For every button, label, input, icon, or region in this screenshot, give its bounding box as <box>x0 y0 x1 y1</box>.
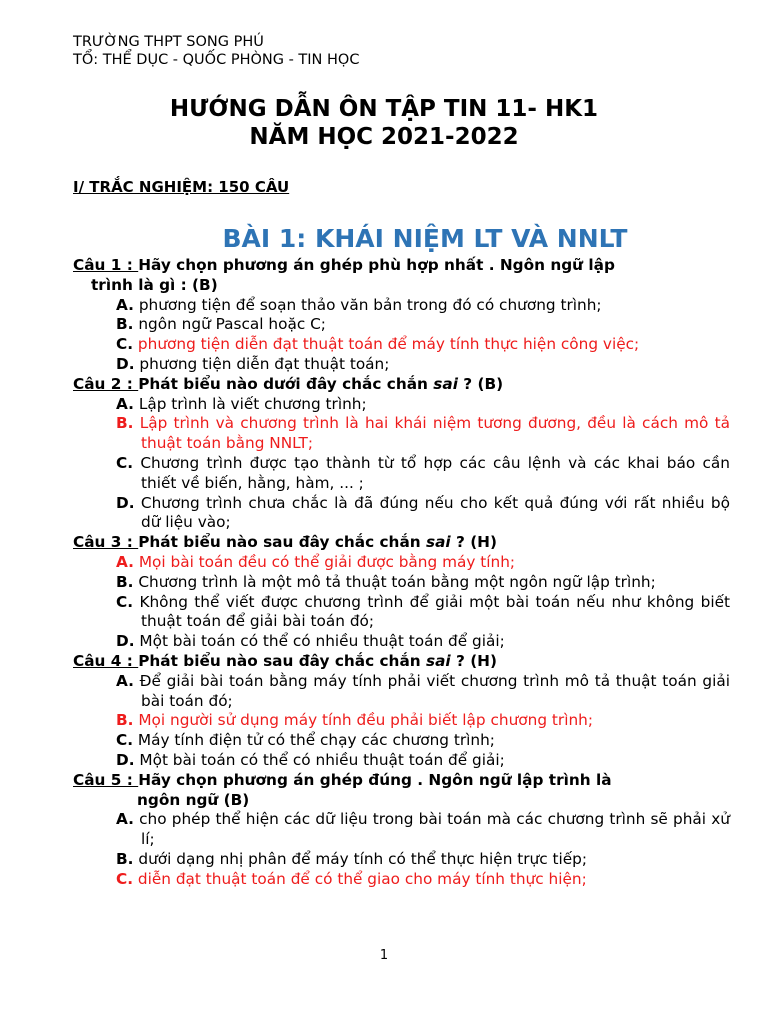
question-number: Câu 4 : <box>73 651 139 670</box>
option-d: D. Một bài toán có thể có nhiều thuật toán để giải; <box>116 632 505 651</box>
school-header <box>73 33 359 69</box>
question-text: Hãy chọn phương án ghép đúng . Ngôn ngữ lập trình là <box>138 770 612 789</box>
option-b-correct: B. Mọi người sử dụng máy tính đều phải biết lập chương trình; <box>116 711 593 730</box>
option-c: C. Không thể viết được chương trình để giải một bài toán nếu như không biết thuật toán để giải bài toán đó; <box>116 592 730 631</box>
question-1 <box>73 256 730 296</box>
option-a: A. phương tiện để soạn thảo văn bản trong đó có chương trình; <box>116 295 602 314</box>
option-c: C. Chương trình được tạo thành từ tổ hợp các câu lệnh và các khai báo cần thiết về biến, hằng, hàm, ... ; <box>116 453 730 492</box>
question-number: Câu 1 : <box>73 256 139 274</box>
question-number: Câu 2 : <box>73 374 139 393</box>
question-text: Hãy chọn phương án ghép phù hợp nhất . Ngôn ngữ lập <box>138 256 615 274</box>
question-list <box>73 256 730 890</box>
section-heading: I/ TRẮC NGHIỆM: 150 CÂU <box>73 178 290 196</box>
option-a-correct: A. Mọi bài toán đều có thể giải được bằng máy tính; <box>116 552 516 571</box>
question-5 <box>73 771 730 811</box>
option-d: D. Một bài toán có thể có nhiều thuật toán để giải; <box>116 750 505 769</box>
question-number: Câu 5 : <box>73 770 139 789</box>
option-c-correct: C. diễn đạt thuật toán để có thể giao cho máy tính thực hiện; <box>116 869 587 888</box>
option-d: D. phương tiện diễn đạt thuật toán; <box>116 354 390 373</box>
question-3: Câu 3 : Phát biểu nào sau đây chắc chắn sai ? (H) <box>73 533 497 552</box>
option-a: A. Để giải bài toán bằng máy tính phải viết chương trình mô tả thuật toán giải bài toán đó; <box>116 671 730 710</box>
question-number: Câu 3 : <box>73 533 139 552</box>
lesson-heading: BÀI 1: KHÁI NIỆM LT VÀ NNLT <box>222 224 628 253</box>
option-c-correct: C. phương tiện diễn đạt thuật toán để máy tính thực hiện công việc; <box>116 335 640 354</box>
school-year: NĂM HỌC 2021-2022 <box>249 124 519 150</box>
option-b: B. dưới dạng nhị phân để máy tính có thể thực hiện trực tiếp; <box>116 849 588 868</box>
option-b-correct: B. Lập trình và chương trình là hai khái niệm tương đương, đều là cách mô tả thuật toán bằng NNLT; <box>116 414 730 453</box>
document-title: HƯỚNG DẪN ÔN TẬP TIN 11- HK1 <box>169 96 599 122</box>
option-a: A. cho phép thể hiện các dữ liệu trong bài toán mà các chương trình sẽ phải xử lí; <box>116 810 730 849</box>
option-a: A. Lập trình là viết chương trình; <box>116 394 367 413</box>
question-text-continued: trình là gì : (B) <box>91 275 218 294</box>
question-text-continued: ngôn ngữ (B) <box>137 790 250 809</box>
question-4: Câu 4 : Phát biểu nào sau đây chắc chắn sai ? (H) <box>73 651 497 670</box>
school-name: TRƯỜNG THPT SONG PHÚ <box>73 34 264 50</box>
page-number: 1 <box>379 948 389 963</box>
option-c: C. Máy tính điện tử có thể chạy các chương trình; <box>116 731 495 750</box>
option-b: B. ngôn ngữ Pascal hoặc C; <box>116 315 326 334</box>
option-b: B. Chương trình là một mô tả thuật toán bằng một ngôn ngữ lập trình; <box>116 572 656 591</box>
option-d: D. Chương trình chưa chắc là đã đúng nếu cho kết quả đúng với rất nhiều bộ dữ liệu vào; <box>116 493 730 532</box>
department-name: TỔ: THỂ DỤC - QUỐC PHÒNG - TIN HỌC <box>73 52 360 68</box>
question-2: Câu 2 : Phát biểu nào dưới đây chắc chắn sai ? (B) <box>73 374 504 393</box>
